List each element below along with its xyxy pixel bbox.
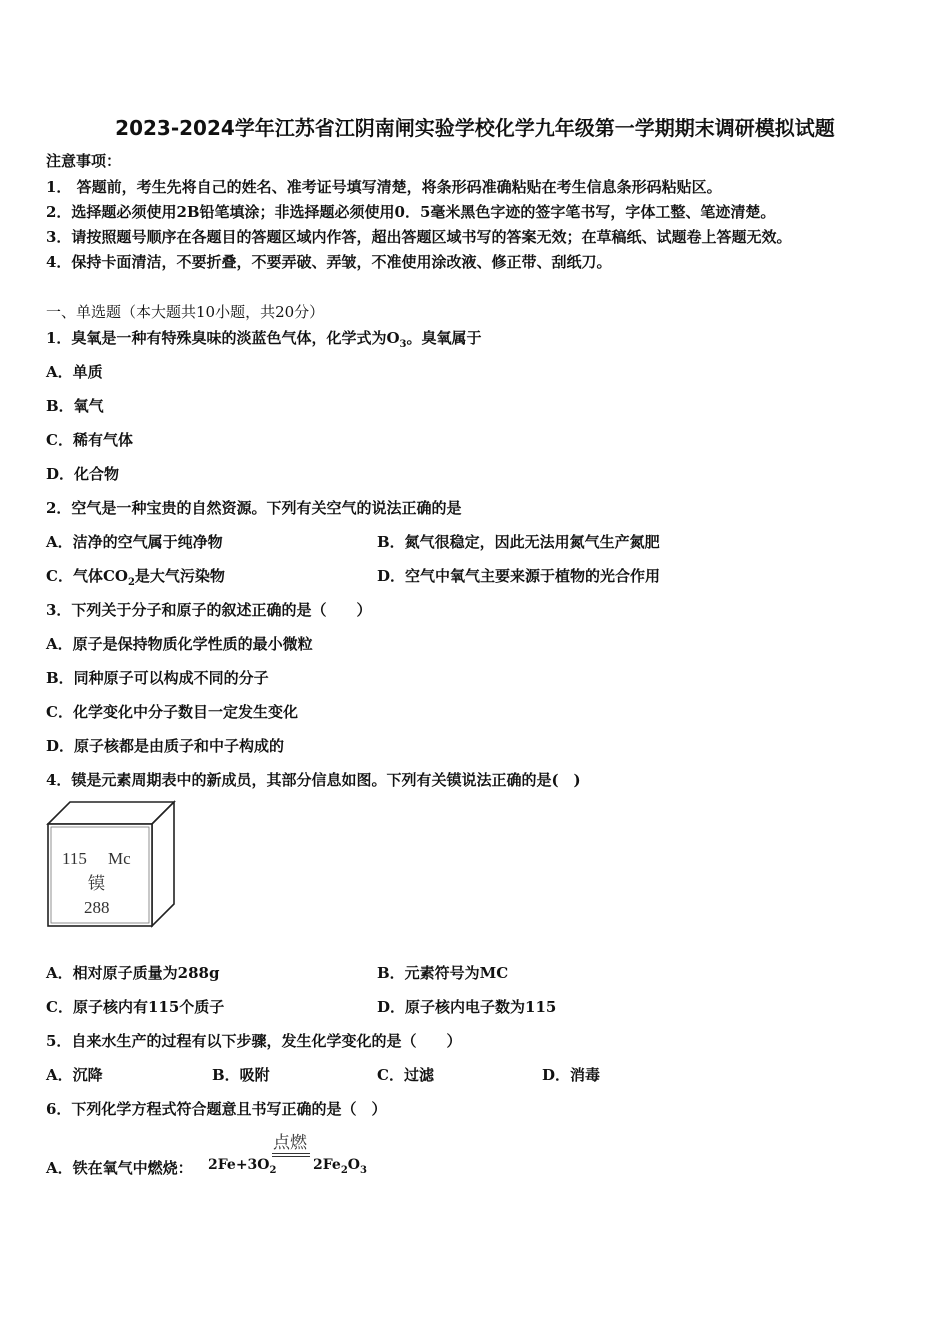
question-2-option-c: C．气体$CO_2$是大气污染物 (46, 567, 225, 588)
question-2-option-a: A．洁净的空气属于纯净物 (46, 533, 223, 551)
question-1-stem: 1．臭氧是一种有特殊臭味的淡蓝色气体，化学式为$O_3$。臭氧属于 (46, 329, 482, 350)
question-6-option-a-reactants: $2Fe+3O_2$ (208, 1157, 277, 1176)
notice-item: 3．请按照题号顺序在各题目的答题区域内作答，超出答题区域书写的答案无效；在草稿纸、试题卷上答题无效。 (46, 228, 792, 246)
question-2-stem: 2．空气是一种宝贵的自然资源。下列有关空气的说法正确的是 (46, 499, 462, 517)
reaction-condition: 点燃 (273, 1133, 307, 1153)
question-6-stem: 6．下列化学方程式符合题意且书写正确的是（ ） (46, 1100, 387, 1118)
cube-side-face (152, 802, 174, 926)
question-4-stem: 4．镆是元素周期表中的新成员，其部分信息如图。下列有关镆说法正确的是( ) (46, 771, 581, 789)
equals-bar-top (272, 1153, 310, 1154)
notice-item: 4．保持卡面清洁，不要折叠，不要弄破、弄皱，不准使用涂改液、修正带、刮纸刀。 (46, 253, 612, 271)
question-4-option-d: D．原子核内电子数为115 (377, 998, 557, 1016)
question-3-option-a: A．原子是保持物质化学性质的最小微粒 (46, 635, 313, 653)
question-4-option-c: C．原子核内有115个质子 (46, 998, 225, 1016)
question-5-option-d: D．消毒 (542, 1066, 601, 1084)
question-3-option-d: D．原子核都是由质子和中子构成的 (46, 737, 285, 755)
question-3-stem: 3．下列关于分子和原子的叙述正确的是（ ） (46, 601, 372, 619)
element-name: 镆 (88, 874, 105, 894)
question-1-option-b: B．氧气 (46, 397, 104, 415)
element-atomic-number: 115 (62, 849, 87, 868)
element-cube-figure (46, 800, 176, 928)
page-title: 2023-2024学年江苏省江阴南闸实验学校化学九年级第一学期期末调研模拟试题 (115, 116, 835, 140)
question-5-option-b: B．吸附 (212, 1066, 270, 1084)
notice-item: 1． 答题前，考生先将自己的姓名、准考证号填写清楚，将条形码准确粘贴在考生信息条形码粘贴区。 (46, 178, 722, 196)
question-2-option-b: B．氮气很稳定，因此无法用氮气生产氮肥 (377, 533, 660, 551)
question-3-option-b: B．同种原子可以构成不同的分子 (46, 669, 269, 687)
notice-heading: 注意事项： (46, 152, 122, 170)
element-symbol: Mc (108, 849, 131, 868)
equals-bar-bottom (272, 1156, 310, 1157)
question-2-option-d: D．空气中氧气主要来源于植物的光合作用 (377, 567, 661, 585)
question-1-option-a: A．单质 (46, 363, 103, 381)
question-1-option-d: D．化合物 (46, 465, 120, 483)
question-6-option-a-label: A．铁在氧气中燃烧： (46, 1159, 193, 1177)
question-4-option-a: A．相对原子质量为288g (46, 964, 220, 982)
question-5-option-c: C．过滤 (377, 1066, 434, 1084)
question-4-option-b: B．元素符号为MC (377, 964, 509, 982)
element-mass: 288 (84, 898, 110, 917)
question-5-option-a: A．沉降 (46, 1066, 103, 1084)
question-1-option-c: C．稀有气体 (46, 431, 133, 449)
section-heading: 一、单选题（本大题共10小题，共20分） (46, 303, 325, 321)
question-6-option-a-products: $2Fe_2O_3$ (313, 1157, 367, 1176)
question-3-option-c: C．化学变化中分子数目一定发生变化 (46, 703, 298, 721)
notice-item: 2．选择题必须使用2B铅笔填涂；非选择题必须使用0．5毫米黑色字迹的签字笔书写，字体工整、笔迹清楚。 (46, 203, 776, 221)
question-5-stem: 5．自来水生产的过程有以下步骤，发生化学变化的是（ ） (46, 1032, 462, 1050)
